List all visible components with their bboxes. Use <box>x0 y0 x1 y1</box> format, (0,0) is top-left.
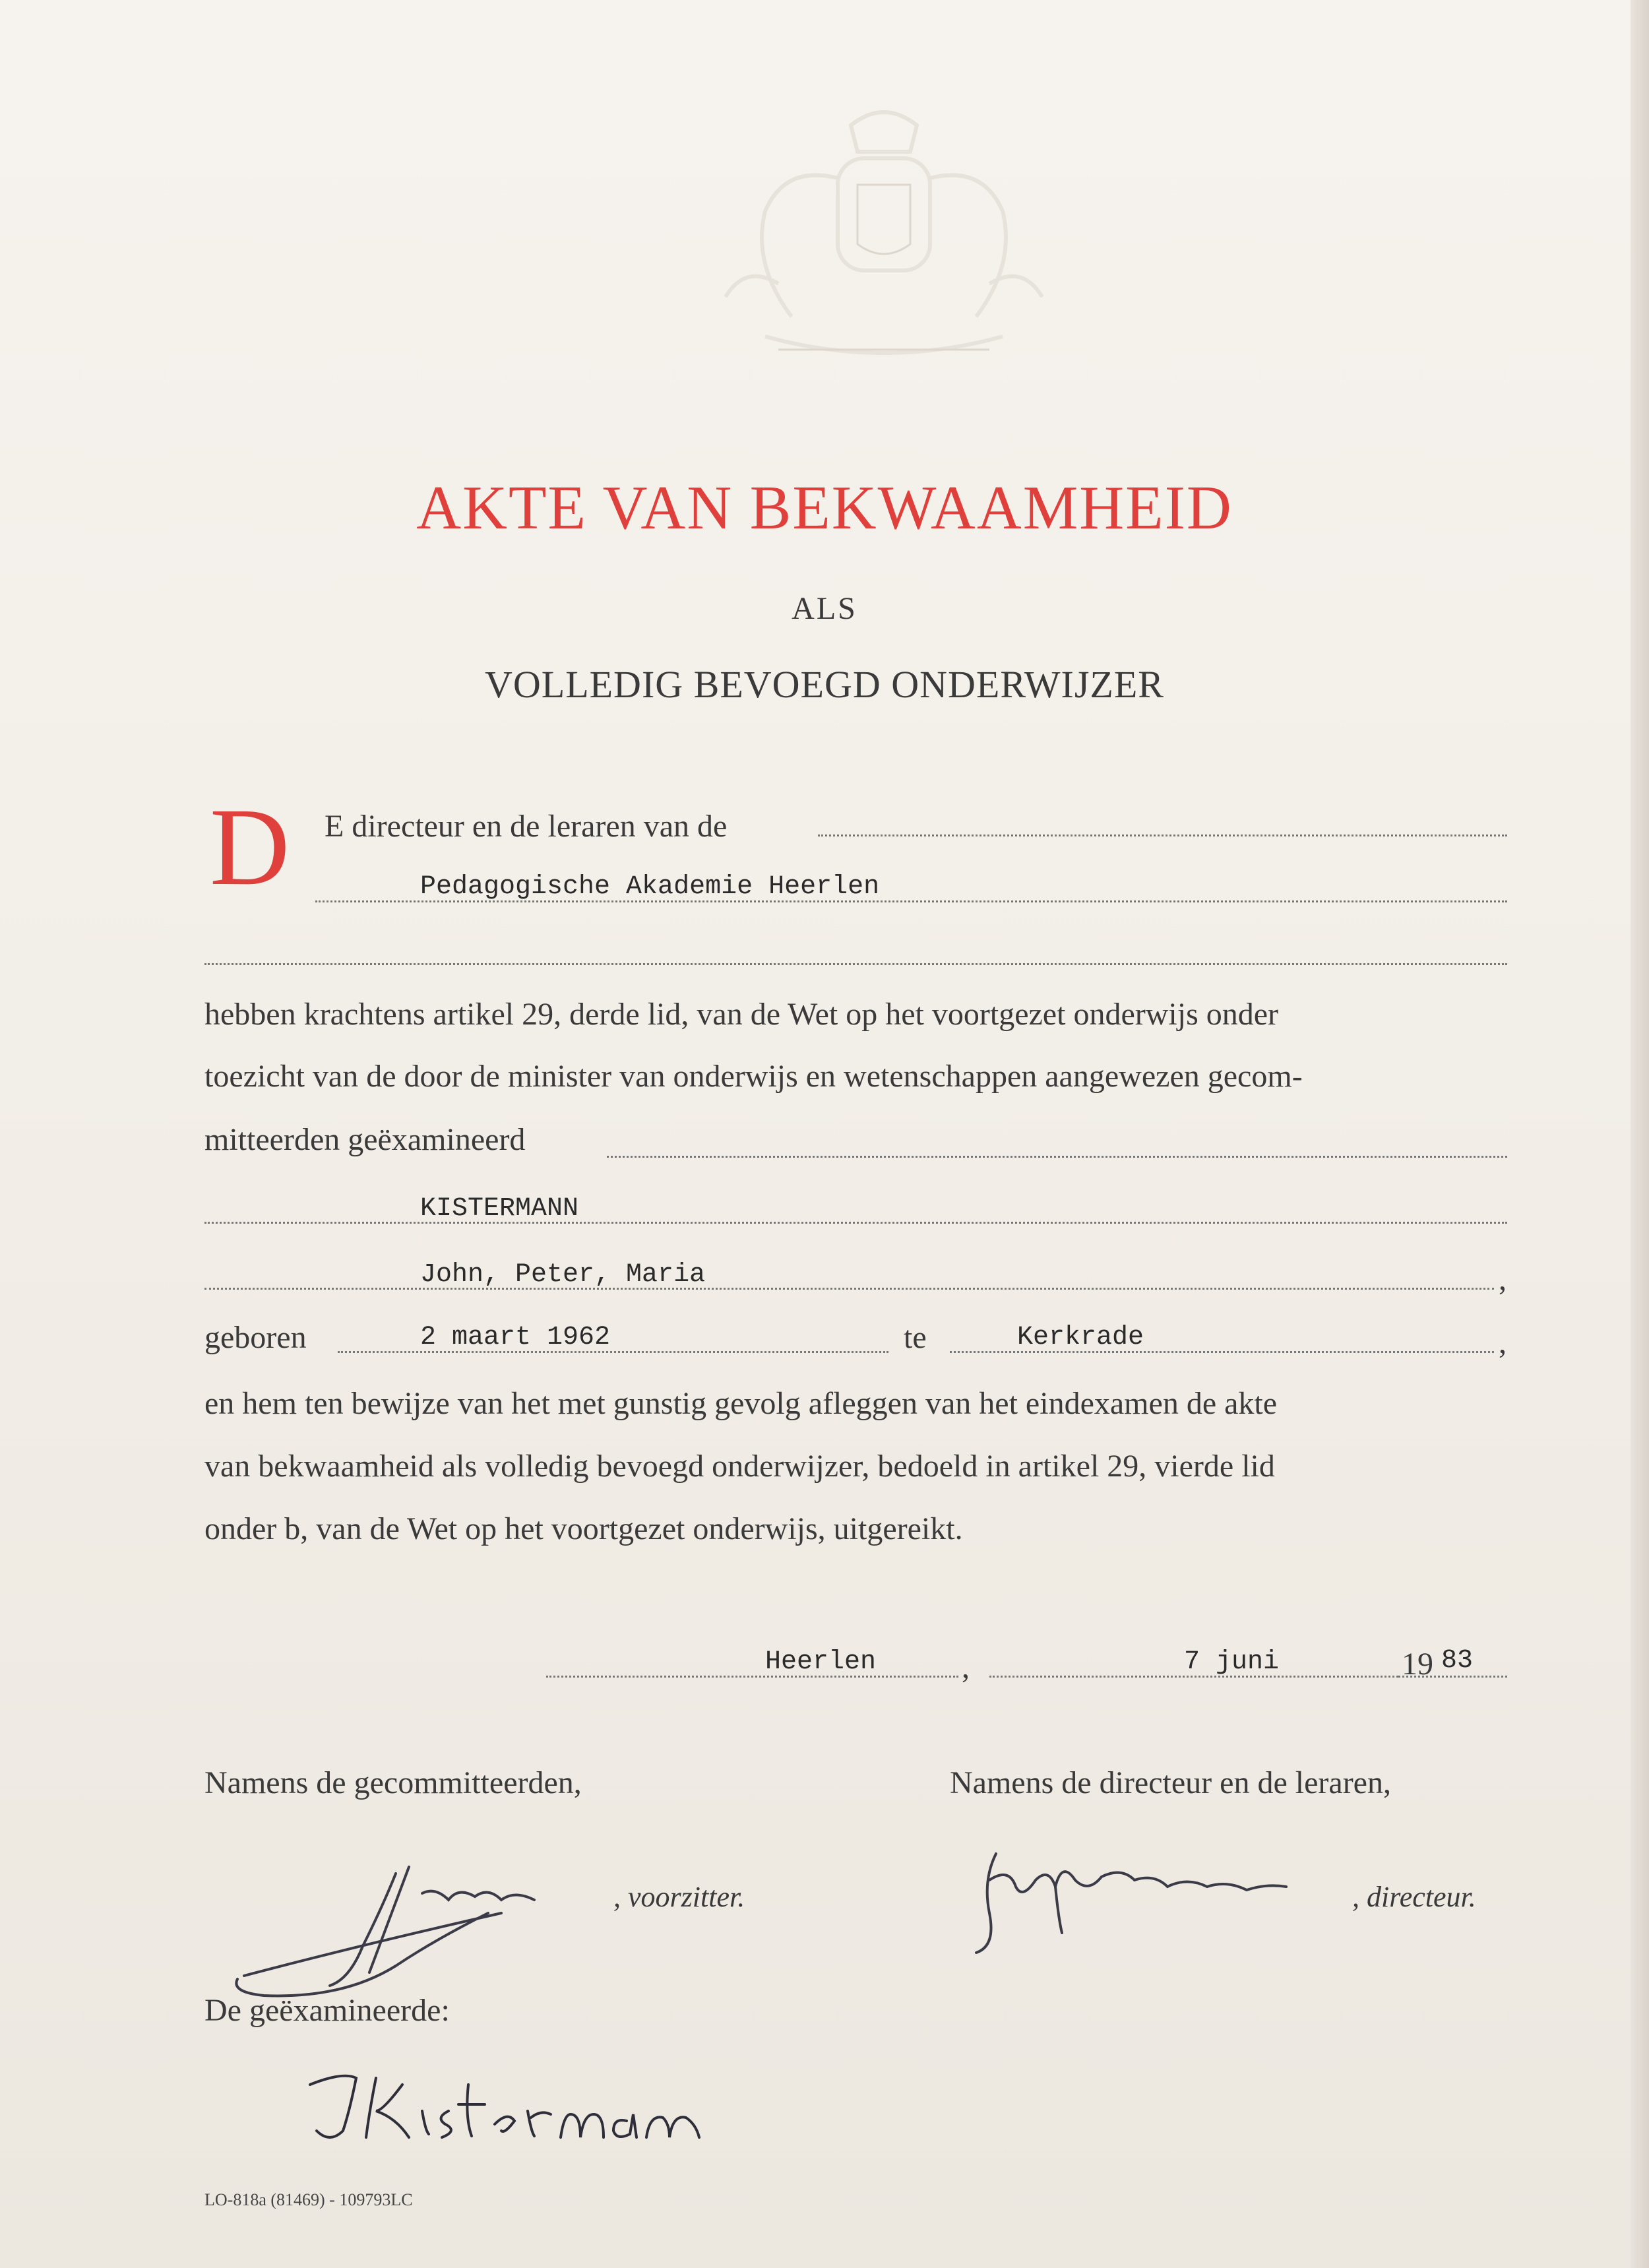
form-code: LO-818a (81469) - 109793LC <box>204 2190 413 2209</box>
document-title: AKTE VAN BEKWAAMHEID <box>416 474 1233 542</box>
paragraph-2-line-3: onder b, van de Wet op het voortgezet onderwijs, uitgereikt. <box>204 1511 963 1546</box>
dotted-line-birth-place <box>950 1351 1494 1353</box>
intro-line: E directeur en de leraren van de <box>325 809 728 844</box>
birth-place: Kerkrade <box>1017 1323 1144 1352</box>
dotted-line-5 <box>204 1222 1507 1224</box>
paragraph-2-line-2: van bekwaamheid als volledig bevoegd onderwijzer, bedoeld in artikel 29, vierde lid <box>204 1449 1275 1484</box>
examinee-label: De geëxamineerde: <box>204 1993 450 2028</box>
voorzitter-label: , voorzitter. <box>613 1881 745 1913</box>
geboren-label: geboren <box>204 1320 307 1355</box>
te-label: te <box>904 1320 927 1355</box>
als-label: ALS <box>792 591 857 626</box>
issue-place: Heerlen <box>765 1647 877 1677</box>
left-signature-heading: Namens de gecommitteerden, <box>204 1765 582 1800</box>
examinee-given-names: John, Peter, Maria <box>420 1260 706 1290</box>
dotted-line-2 <box>315 900 1507 902</box>
paragraph-2-line-1: en hem ten bewijze van het met gunstig gevolg afleggen van het eindexamen de akte <box>204 1386 1278 1421</box>
document-subtitle: VOLLEDIG BEVOEGD ONDERWIJZER <box>485 663 1164 706</box>
dotted-line-6 <box>204 1288 1494 1290</box>
dotted-line-birth-date <box>338 1351 888 1353</box>
paragraph-1-line-3: mitteerden geëxamineerd <box>204 1122 526 1157</box>
drop-cap: D <box>210 786 290 908</box>
paragraph-1-line-2: toezicht van de door de minister van onderwijs en wetenschappen aangewezen gecom- <box>204 1059 1303 1094</box>
directeur-label: , directeur. <box>1352 1881 1476 1913</box>
birth-date: 2 maart 1962 <box>420 1323 611 1352</box>
examinee-surname: KISTERMANN <box>420 1194 579 1224</box>
comma-1: , <box>1499 1262 1507 1297</box>
year-prefix: 19 <box>1402 1647 1433 1682</box>
voorzitter-signature <box>224 1847 620 1999</box>
year-suffix: 83 <box>1441 1646 1474 1676</box>
dotted-line-3 <box>204 963 1507 965</box>
directeur-signature <box>963 1841 1306 1959</box>
comma-3: , <box>962 1650 970 1685</box>
paper-edge <box>1631 0 1649 2268</box>
comma-2: , <box>1499 1325 1507 1360</box>
dotted-line-1 <box>818 835 1507 836</box>
paragraph-1-line-1: hebben krachtens artikel 29, derde lid, van de Wet op het voortgezet onderwijs onder <box>204 997 1279 1032</box>
dotted-line-issue-place <box>546 1676 958 1678</box>
right-signature-heading: Namens de directeur en de leraren, <box>950 1765 1391 1800</box>
examinee-signature <box>303 2058 712 2157</box>
dotted-line-year <box>1398 1676 1507 1678</box>
institution-name: Pedagogische Akademie Heerlen <box>420 872 880 902</box>
embossed-coat-of-arms-seal <box>686 99 1082 376</box>
dotted-line-issue-date <box>989 1676 1398 1678</box>
issue-date: 7 juni <box>1184 1647 1280 1677</box>
dotted-line-4 <box>607 1156 1507 1158</box>
